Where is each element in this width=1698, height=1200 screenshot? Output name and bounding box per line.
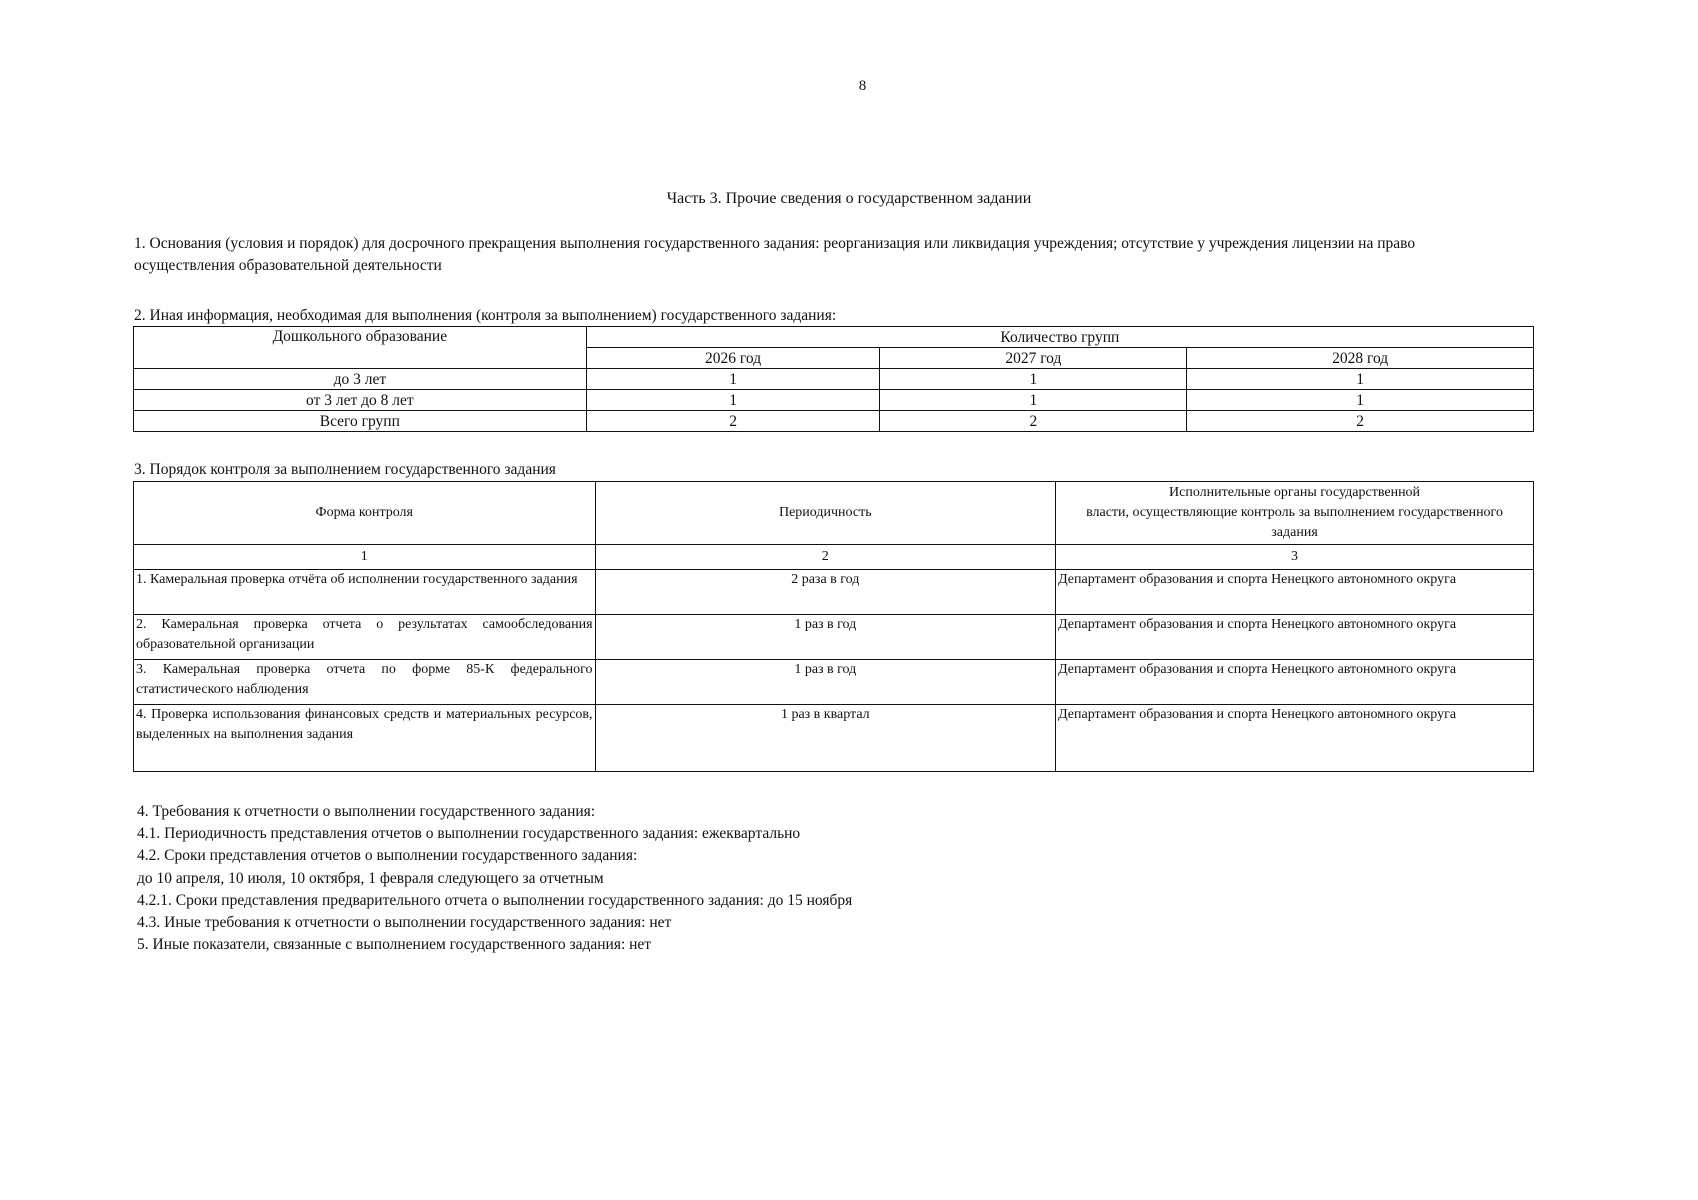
- control-form: 2. Камеральная проверка отчета о результатах самообследования образовательной организации: [134, 615, 596, 660]
- authority: Департамент образования и спорта Ненецкого автономного округа: [1056, 660, 1534, 705]
- control-form: 3. Камеральная проверка отчета по форме 85-К федерального статистического наблюдения: [134, 660, 596, 705]
- group-count: 1: [1187, 390, 1534, 411]
- requirement-line: 4.3. Иные требования к отчетности о выполнении государственного задания: нет: [137, 914, 672, 932]
- table-row: [134, 369, 1534, 390]
- frequency-header: Периодичность: [595, 482, 1056, 545]
- preschool-header: Дошкольного образование: [134, 327, 587, 369]
- group-count: 1: [1187, 369, 1534, 390]
- authority: Департамент образования и спорта Ненецкого автономного округа: [1056, 615, 1534, 660]
- age-group-label: до 3 лет: [134, 369, 587, 390]
- control-form-header: Форма контроля: [134, 482, 596, 545]
- page-title: Часть 3. Прочие сведения о государственном задании: [666, 190, 1032, 207]
- authority: Департамент образования и спорта Ненецкого автономного округа: [1056, 570, 1534, 615]
- authority-header-line: власти, осуществляющие контроль за выполнением государственного: [1086, 505, 1503, 520]
- frequency: 2 раза в год: [595, 570, 1056, 615]
- column-number: 1: [134, 545, 596, 570]
- table-row: [134, 615, 1534, 660]
- table-row: [134, 390, 1534, 411]
- section-1-text: 1. Основания (условия и порядок) для досрочного прекращения выполнения государственного задания: реорганизация или ликвидация учреждения; отсутствие у учреждения лицензии на право осуществления образовательной деятельности: [134, 235, 1416, 274]
- section-2-heading: 2. Иная информация, необходимая для выполнения (контроля за выполнением) государственного задания:: [134, 307, 837, 324]
- table-row: [134, 660, 1534, 705]
- authority-header: [1056, 482, 1534, 545]
- table-row: [134, 411, 1534, 432]
- group-count: 2: [586, 411, 880, 432]
- group-count: 1: [586, 369, 880, 390]
- age-group-label: от 3 лет до 8 лет: [134, 390, 587, 411]
- table-row: [134, 705, 1534, 772]
- year-header: 2027 год: [880, 348, 1187, 369]
- group-count: 1: [586, 390, 880, 411]
- page-number: 8: [858, 78, 867, 94]
- frequency: 1 раз в квартал: [595, 705, 1056, 772]
- authority-header-line: Исполнительные органы государственной: [1169, 485, 1421, 500]
- requirement-line: 4.2.1. Сроки представления предварительного отчета о выполнении государственного задания: до 15 ноября: [137, 891, 853, 909]
- requirement-line: 4.2. Сроки представления отчетов о выполнении государственного задания:: [137, 847, 638, 865]
- groups-table: [133, 326, 1534, 432]
- column-number: 2: [595, 545, 1056, 570]
- group-count: 1: [880, 369, 1187, 390]
- group-count: 2: [880, 411, 1187, 432]
- requirement-line: до 10 апреля, 10 июля, 10 октября, 1 февраля следующего за отчетным: [137, 869, 604, 887]
- requirement-line: 4. Требования к отчетности о выполнении государственного задания:: [137, 803, 596, 820]
- group-count-header: Количество групп: [586, 327, 1533, 348]
- reporting-requirements: [137, 801, 852, 956]
- section-3-heading: 3. Порядок контроля за выполнением государственного задания: [134, 461, 556, 478]
- authority: Департамент образования и спорта Ненецкого автономного округа: [1056, 705, 1534, 772]
- authority-header-line: задания: [1271, 525, 1318, 540]
- requirement-line: 4.1. Периодичность представления отчетов о выполнении государственного задания: ежеквартально: [137, 825, 801, 843]
- table-row: [134, 570, 1534, 615]
- control-form: 1. Камеральная проверка отчёта об исполнении государственного задания: [134, 570, 596, 615]
- year-header: 2028 год: [1187, 348, 1534, 369]
- year-header: 2026 год: [586, 348, 880, 369]
- frequency: 1 раз в год: [595, 660, 1056, 705]
- total-groups-label: Всего групп: [134, 411, 587, 432]
- control-table: [133, 481, 1534, 772]
- group-count: 2: [1187, 411, 1534, 432]
- column-number: 3: [1056, 545, 1534, 570]
- frequency: 1 раз в год: [595, 615, 1056, 660]
- requirement-line: 5. Иные показатели, связанные с выполнением государственного задания: нет: [137, 936, 652, 954]
- group-count: 1: [880, 390, 1187, 411]
- control-form: 4. Проверка использования финансовых средств и материальных ресурсов, выделенных на выполнения задания: [134, 705, 596, 772]
